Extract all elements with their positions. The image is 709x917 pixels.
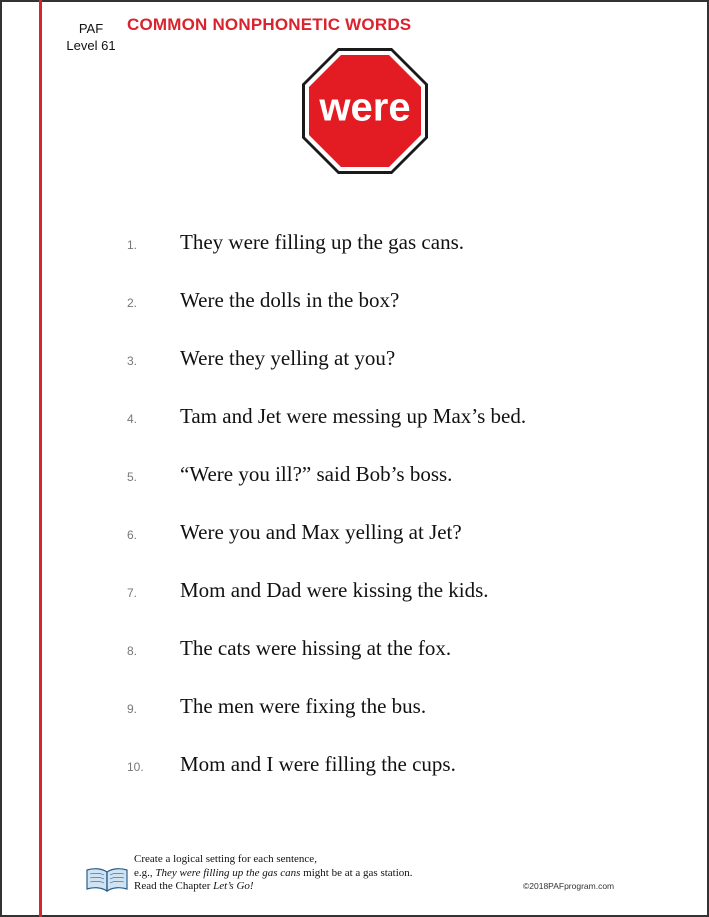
sentence-number: 4. [127, 412, 138, 426]
sentence-item [120, 636, 680, 694]
page-title: COMMON NONPHONETIC WORDS [127, 15, 412, 34]
open-book-icon [85, 866, 129, 892]
sentence-text: Mom and Dad were kissing the kids. [180, 578, 489, 602]
sentence-item [120, 462, 680, 520]
copyright-notice: ©2018PAFprogram.com [523, 881, 615, 891]
example-suffix: might be at a gas station. [300, 866, 413, 879]
sentence-item [120, 694, 680, 752]
sentence-number: 1. [127, 238, 138, 252]
sentence-number: 10. [127, 760, 144, 774]
instruction-line-3 [134, 880, 494, 894]
sentence-number: 3. [127, 354, 138, 368]
sentence-text: The men were fixing the bus. [180, 694, 427, 718]
sentence-item [120, 752, 680, 810]
sentence-list [120, 230, 680, 810]
instruction-line-1: Create a logical setting for each sentence, [134, 853, 317, 865]
example-sentence: They were filling up the gas cans [155, 866, 301, 879]
sentence-item [120, 230, 680, 288]
series-label [60, 20, 122, 54]
sentence-number: 9. [127, 702, 138, 716]
sentence-text: Were the dolls in the box? [180, 288, 400, 312]
sentence-text: Were you and Max yelling at Jet? [180, 520, 462, 544]
sentence-number: 7. [127, 586, 138, 600]
sentence-number: 2. [127, 296, 138, 310]
sentence-text: They were filling up the gas cans. [180, 230, 464, 254]
activity-instructions [134, 853, 494, 894]
sentence-text: “Were you ill?” said Bob’s boss. [180, 462, 453, 486]
sentence-text: Were they yelling at you? [180, 346, 396, 370]
level-label: Level 61 [66, 38, 116, 53]
sign-word: were [319, 85, 411, 130]
sentence-item [120, 578, 680, 636]
red-margin-line [39, 0, 42, 917]
sentence-item [120, 520, 680, 578]
sentence-item [120, 288, 680, 346]
sentence-text: Tam and Jet were messing up Max’s bed. [180, 404, 527, 428]
example-prefix: e.g., [134, 866, 156, 879]
sentence-number: 5. [127, 470, 138, 484]
chapter-prefix: Read the Chapter [134, 880, 214, 892]
sentence-item [120, 346, 680, 404]
series-name: PAF [78, 21, 104, 36]
sentence-number: 8. [127, 644, 138, 658]
chapter-title: Let’s Go! [213, 880, 254, 892]
stop-sign-icon [300, 46, 430, 176]
instruction-line-2 [134, 867, 494, 881]
sentence-text: The cats were hissing at the fox. [180, 636, 452, 660]
sentence-text: Mom and I were filling the cups. [180, 752, 456, 776]
sentence-item [120, 404, 680, 462]
sentence-number: 6. [127, 528, 138, 542]
